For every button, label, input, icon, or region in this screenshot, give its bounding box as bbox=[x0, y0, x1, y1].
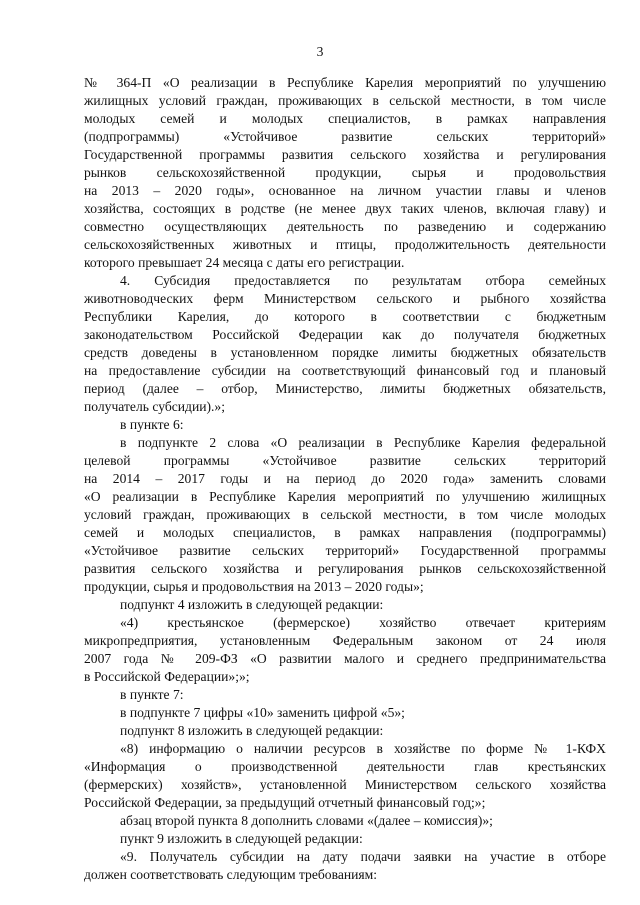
text-line: в подпункте 2 слова «О реализации в Республике Карелия федеральной bbox=[120, 435, 606, 450]
text-line: в пункте 6: bbox=[120, 417, 184, 432]
text-line: (фермерских) хозяйств», установленной Министерством сельского хозяйства bbox=[84, 777, 606, 792]
text-line: (подпрограммы) «Устойчивое развитие сельских территорий» bbox=[84, 129, 606, 144]
text-line: на 2014 – 2017 годы и на период до 2020 года» заменить словами bbox=[84, 471, 606, 486]
text-line: получатель субсидии).»; bbox=[84, 399, 226, 414]
text-line: развития сельского хозяйства и регулирования рынков сельскохозяйственной bbox=[84, 561, 606, 576]
text-line: 4. Субсидия предоставляется по результатам отбора семейных bbox=[120, 273, 606, 288]
paragraph bbox=[84, 272, 606, 416]
text-line: Российской Федерации, за предыдущий отчетный финансовый год;»; bbox=[84, 795, 486, 810]
text-line: семей и молодых специалистов, в рамках направления (подпрограммы) bbox=[84, 525, 606, 540]
paragraph bbox=[84, 722, 606, 740]
text-line: условий граждан, проживающих в сельской местности, в том числе молодых bbox=[84, 507, 606, 522]
paragraph bbox=[84, 434, 606, 596]
text-line: в пункте 7: bbox=[120, 687, 184, 702]
text-line: Республики Карелия, до которого в соответствии с бюджетным bbox=[84, 309, 606, 324]
text-line: целевой программы «Устойчивое развитие сельских территорий bbox=[84, 453, 606, 468]
text-line: должен соответствовать следующим требованиям: bbox=[84, 867, 378, 882]
text-line: продукции, сырья и продовольствия на 2013 – 2020 годы»; bbox=[84, 579, 424, 594]
paragraph bbox=[84, 614, 606, 686]
paragraph bbox=[84, 812, 606, 830]
paragraph bbox=[84, 830, 606, 848]
text-line: рынков сельскохозяйственной продукции, сырья и продовольствия bbox=[84, 165, 606, 180]
text-line: средств доведены в установленном порядке лимиты бюджетных обязательств bbox=[84, 345, 606, 360]
text-line: № 364-П «О реализации в Республике Карелия мероприятий по улучшению bbox=[84, 75, 606, 90]
text-line: которого превышает 24 месяца с даты его регистрации. bbox=[84, 255, 405, 270]
text-line: на 2013 – 2020 годы», основанное на личном участии главы и членов bbox=[84, 183, 606, 198]
paragraph bbox=[84, 740, 606, 812]
text-line: период (далее – отбор, Министерство, лимиты бюджетных обязательств, bbox=[84, 381, 606, 396]
text-line: в подпункте 7 цифры «10» заменить цифрой «5»; bbox=[120, 705, 405, 720]
paragraph bbox=[84, 686, 606, 704]
text-line: законодательством Российской Федерации как до получателя бюджетных bbox=[84, 327, 606, 342]
text-line: в Российской Федерации»;»; bbox=[84, 669, 250, 684]
text-line: микропредприятия, установленным Федеральным законом от 24 июля bbox=[84, 633, 606, 648]
paragraph bbox=[84, 704, 606, 722]
text-line: «О реализации в Республике Карелия мероприятий по улучшению жилищных bbox=[84, 489, 606, 504]
text-line: 2007 года № 209-ФЗ «О развитии малого и среднего предпринимательства bbox=[84, 651, 606, 666]
paragraph bbox=[84, 848, 606, 884]
text-line: на предоставление субсидии на соответствующий финансовый год и плановый bbox=[84, 363, 606, 378]
text-line: сельскохозяйственных животных и птицы, продолжительность деятельности bbox=[84, 237, 606, 252]
text-line: «Информация о производственной деятельности глав крестьянских bbox=[84, 759, 606, 774]
document-body bbox=[84, 74, 606, 884]
text-line: совместно осуществляющих деятельность по разведению и содержанию bbox=[84, 219, 606, 234]
text-line: подпункт 8 изложить в следующей редакции: bbox=[120, 723, 384, 738]
text-line: животноводческих ферм Министерством сельского и рыбного хозяйства bbox=[84, 291, 606, 306]
text-line: Государственной программы развития сельского хозяйства и регулирования bbox=[84, 147, 606, 162]
text-line: хозяйства, состоящих в родстве (не менее двух таких членов, включая главу) и bbox=[84, 201, 606, 216]
text-line: «4) крестьянское (фермерское) хозяйство отвечает критериям bbox=[120, 615, 606, 630]
text-line: «9. Получатель субсидии на дату подачи заявки на участие в отборе bbox=[120, 849, 606, 864]
text-line: «Устойчивое развитие сельских территорий» Государственной программы bbox=[84, 543, 606, 558]
page-number: 3 bbox=[316, 44, 324, 59]
text-line: подпункт 4 изложить в следующей редакции: bbox=[120, 597, 384, 612]
paragraph bbox=[84, 416, 606, 434]
text-line: жилищных условий граждан, проживающих в сельской местности, в том числе bbox=[84, 93, 606, 108]
text-line: пункт 9 изложить в следующей редакции: bbox=[120, 831, 363, 846]
text-line: «8) информацию о наличии ресурсов в хозяйстве по форме № 1-КФХ bbox=[120, 741, 606, 756]
text-line: абзац второй пункта 8 дополнить словами «(далее – комиссия)»; bbox=[120, 813, 493, 828]
paragraph bbox=[84, 74, 606, 272]
text-line: молодых семей и молодых специалистов, в рамках направления bbox=[84, 111, 606, 126]
paragraph bbox=[84, 596, 606, 614]
